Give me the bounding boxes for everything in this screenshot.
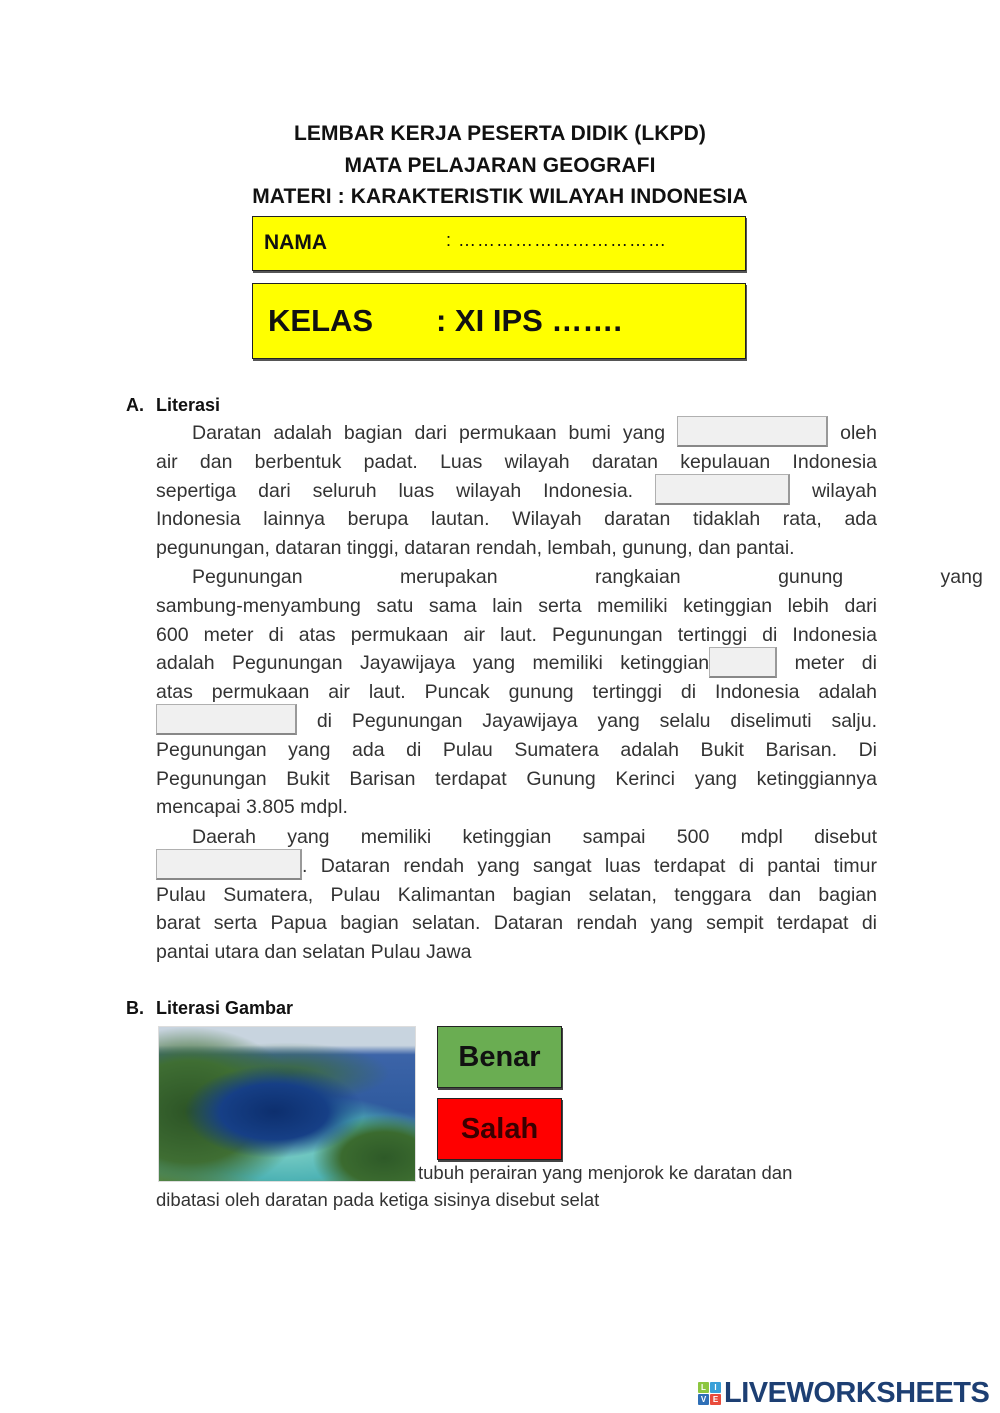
liveworksheets-logo	[698, 1378, 989, 1408]
text-line: Daratan adalah bagian dari permukaan bumi yang oleh	[156, 419, 877, 448]
section-a-letter: A.	[126, 395, 144, 415]
section-b-title: Literasi Gambar	[156, 998, 294, 1018]
nama-value: : ……………………………	[446, 230, 668, 250]
answer-blank-1[interactable]	[677, 416, 828, 447]
text-line: sepertiga dari seluruh luas wilayah Indonesia. wilayah	[156, 477, 877, 506]
text-line: . Dataran rendah yang sangat luas terdapat di pantai timur	[156, 852, 877, 881]
kelas-value: : XI IPS …….	[436, 303, 623, 338]
paragraph-pegunungan	[156, 563, 983, 822]
text-line: Indonesia lainnya berupa lautan. Wilayah daratan tidaklah rata, ada	[156, 508, 877, 531]
paragraph-dataran-rendah	[156, 823, 877, 967]
answer-blank-2[interactable]	[655, 474, 790, 505]
text-line: di Pegunungan Jayawijaya yang selalu diselimuti salju.	[156, 707, 877, 736]
section-b-letter: B.	[126, 998, 144, 1018]
text-line: mencapai 3.805 mdpl.	[156, 796, 348, 819]
nama-box	[252, 216, 746, 271]
bay-photo	[158, 1026, 416, 1182]
statement-line-2: dibatasi oleh daratan pada ketiga sisinya disebut selat	[156, 1189, 600, 1210]
text-line: Pulau Sumatera, Pulau Kalimantan bagian selatan, tenggara dan bagian	[156, 883, 877, 906]
statement-line-1: tubuh perairan yang menjorok ke daratan dan	[418, 1162, 793, 1183]
text-line: sambung-menyambung satu sama lain serta memiliki ketinggian lebih dari	[156, 594, 877, 617]
kelas-box	[252, 283, 746, 359]
text-line: Pegunungan yang ada di Pulau Sumatera adalah Bukit Barisan. Di	[156, 738, 877, 761]
text-line: Daerah yang memiliki ketinggian sampai 500 mdpl disebut	[192, 826, 877, 848]
salah-button[interactable]: Salah	[437, 1098, 562, 1160]
kelas-label: KELAS	[268, 303, 374, 338]
text-line: pantai utara dan selatan Pulau Jawa	[156, 941, 472, 964]
nama-label: NAMA	[264, 231, 327, 254]
section-b-heading	[126, 998, 293, 1019]
answer-blank-5[interactable]	[156, 849, 302, 880]
logo-text: LIVEWORKSHEETS	[724, 1376, 990, 1409]
benar-button[interactable]: Benar	[437, 1026, 562, 1088]
answer-blank-4[interactable]	[156, 704, 297, 735]
text-line: adalah Pegunungan Jayawijaya yang memiliki ketinggian meter di	[156, 649, 877, 678]
text-line: pegunungan, dataran tinggi, dataran rendah, lembah, gunung, dan pantai.	[156, 537, 795, 560]
text-line: air dan berbentuk padat. Luas wilayah daratan kepulauan Indonesia	[156, 450, 877, 473]
section-a-heading	[126, 395, 220, 416]
topic-title: MATERI : KARAKTERISTIK WILAYAH INDONESIA	[252, 185, 748, 208]
text-line: 600 meter di atas permukaan air laut. Pegunungan tertinggi di Indonesia	[156, 623, 877, 646]
worksheet-title: LEMBAR KERJA PESERTA DIDIK (LKPD)	[293, 122, 707, 145]
text-line: Pegunungan merupakan rangkaian gunung yang	[192, 566, 983, 588]
text-line: barat serta Papua bagian selatan. Dataran rendah yang sempit terdapat di	[156, 912, 877, 935]
subject-title: MATA PELAJARAN GEOGRAFI	[344, 154, 656, 177]
answer-blank-3[interactable]	[709, 647, 777, 678]
section-a-title: Literasi	[156, 395, 221, 415]
text-line: atas permukaan air laut. Puncak gunung tertinggi di Indonesia adalah	[156, 681, 877, 704]
text-line: Pegunungan Bukit Barisan terdapat Gunung Kerinci yang ketinggiannya	[156, 767, 877, 790]
live-blocks-icon: L I V E	[698, 1382, 721, 1405]
paragraph-daratan	[156, 419, 877, 563]
